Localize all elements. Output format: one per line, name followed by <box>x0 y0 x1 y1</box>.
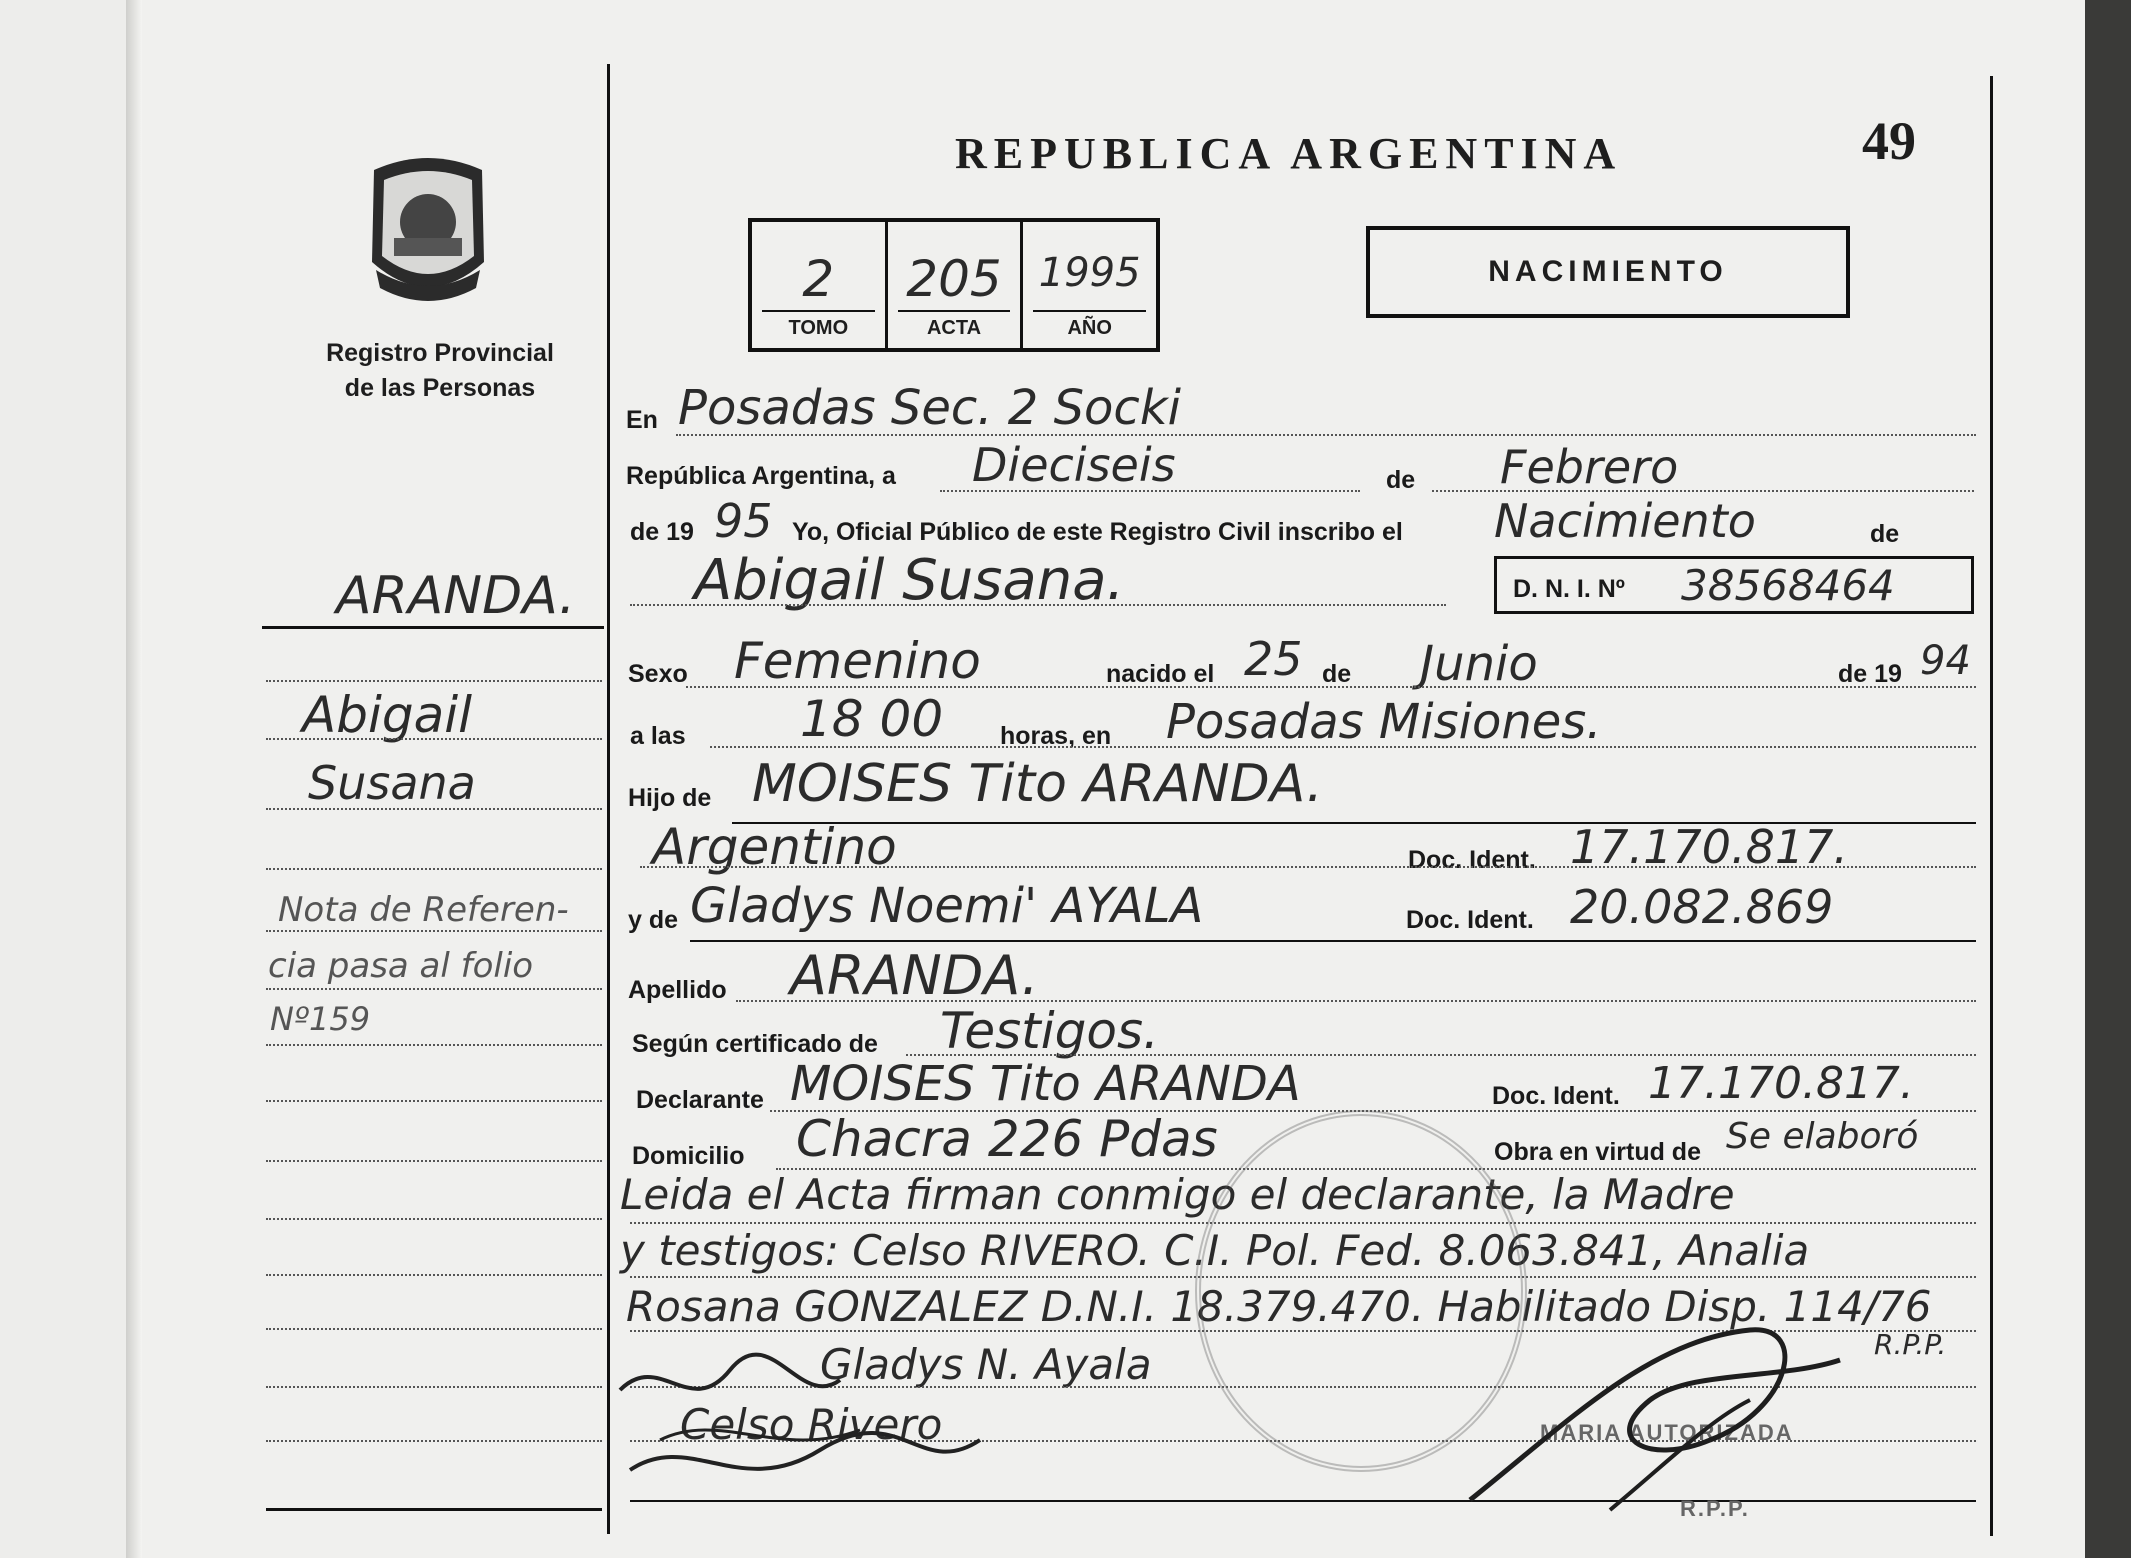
obra-label: Obra en virtud de <box>1494 1138 1701 1166</box>
margin-note-line-3: Nº159 <box>270 1000 371 1038</box>
margin-dotted-line <box>266 1274 602 1276</box>
heavy-rule <box>690 940 1976 942</box>
doc-ident-label: Doc. Ident. <box>1492 1082 1620 1110</box>
registry-office-line-2: de las Personas <box>344 374 536 402</box>
nacido-label: nacido el <box>1106 660 1215 688</box>
dotted-line <box>940 490 1360 492</box>
margin-dotted-line <box>266 1440 602 1442</box>
tomo-cell <box>752 222 888 348</box>
ano-label: AÑO <box>1067 317 1112 339</box>
rpp-mark: R.P.P. <box>1874 1328 1947 1361</box>
margin-dotted-line <box>266 1328 602 1330</box>
dotted-line <box>1432 490 1974 492</box>
free-text-line-3: Rosana GONZALEZ D.N.I. 18.379.470. Habilitado Disp. 114/76 <box>626 1282 1932 1331</box>
tomo-value: 2 <box>802 250 835 308</box>
acta-label: ACTA <box>926 317 982 339</box>
birth-day-value: 25 <box>1244 632 1303 686</box>
de-label: de <box>1386 466 1416 494</box>
domicilio-value: Chacra 226 Pdas <box>796 1110 1218 1168</box>
provincia-misiones-seal-icon <box>354 152 502 310</box>
dni-value: 38568464 <box>1681 561 1895 610</box>
father-value: MOISES Tito ARANDA. <box>752 754 1323 814</box>
country-title: REPUBLICA ARGENTINA <box>955 129 1623 178</box>
ano-value: 1995 <box>1038 250 1141 296</box>
record-type-label: NACIMIENTO <box>1488 255 1728 288</box>
left-facing-page <box>0 0 140 1558</box>
mother-doc-value: 20.082.869 <box>1570 880 1834 934</box>
cell-divider <box>762 310 875 312</box>
act-type-value: Nacimiento <box>1494 494 1756 548</box>
stamp-caption-1: MARIA AUTORIZADA <box>1540 1420 1794 1445</box>
dotted-line <box>640 866 1976 868</box>
horas-en-label: horas, en <box>1000 722 1112 750</box>
acta-cell <box>888 222 1024 348</box>
margin-note-line-2: cia pasa al folio <box>268 946 534 986</box>
signature-scribbles-icon <box>600 1330 1160 1510</box>
sexo-label: Sexo <box>628 660 688 688</box>
apellido-label: Apellido <box>628 976 727 1004</box>
margin-dotted-line <box>266 680 602 682</box>
margin-surname: ARANDA. <box>336 566 576 626</box>
en-label: En <box>626 406 658 434</box>
dotted-line <box>686 686 1976 688</box>
hour-value: 18 00 <box>800 690 944 748</box>
hijo-label: Hijo de <box>628 784 712 812</box>
declarante-label: Declarante <box>636 1086 764 1114</box>
a-las-label: a las <box>630 722 686 750</box>
ano-cell <box>1023 222 1156 348</box>
signature-mother: Gladys N. Ayala <box>820 1340 1152 1389</box>
domicilio-label: Domicilio <box>632 1142 745 1170</box>
margin-dotted-line <box>266 1386 602 1388</box>
free-text-line-2: y testigos: Celso RIVERO. C.I. Pol. Fed. 8.063.841, Analia <box>620 1226 1810 1275</box>
stamp-caption-2: R.P.P. <box>1680 1496 1750 1521</box>
margin-heavy-rule <box>262 626 604 629</box>
declarante-doc-value: 17.170.817. <box>1648 1058 1914 1109</box>
margin-given-name-1: Abigail <box>302 686 472 744</box>
birth-month-value: Junio <box>1420 636 1538 692</box>
page-number: 49 <box>1862 111 1916 171</box>
margin-note-line-1: Nota de Referen- <box>278 890 569 930</box>
free-text-line-1: Leida el Acta firman conmigo el declarante, la Madre <box>620 1170 1735 1219</box>
inscribo-label: Yo, Oficial Público de este Registro Civil inscribo el <box>792 518 1403 546</box>
mother-value: Gladys Noemi' AYALA <box>690 878 1204 934</box>
dni-box <box>1494 556 1974 614</box>
right-border-line <box>1990 76 1993 1536</box>
day-words-value: Dieciseis <box>972 438 1176 492</box>
republica-label: República Argentina, a <box>626 462 896 490</box>
father-doc-value: 17.170.817. <box>1570 820 1848 874</box>
birth-place-value: Posadas Misiones. <box>1166 694 1602 750</box>
registry-office-line-1: Registro Provincial <box>326 339 554 367</box>
segun-value: Testigos. <box>940 1002 1159 1060</box>
register-table <box>748 218 1160 352</box>
tomo-label: TOMO <box>788 317 849 339</box>
margin-dotted-line <box>266 1100 602 1102</box>
cell-divider <box>898 310 1011 312</box>
margin-dotted-line <box>266 868 602 870</box>
margin-dotted-line <box>266 1160 602 1162</box>
sexo-value: Femenino <box>734 632 981 690</box>
margin-bottom-rule <box>266 1508 602 1511</box>
child-name-value: Abigail Susana. <box>694 548 1125 613</box>
doc-ident-label: Doc. Ident. <box>1408 846 1536 874</box>
year-prefix-label: de 19 <box>630 518 694 546</box>
dotted-line <box>736 1000 1976 1002</box>
declarante-value: MOISES Tito ARANDA <box>790 1056 1301 1112</box>
doc-ident-label: Doc. Ident. <box>1406 906 1534 934</box>
registry-office-name <box>300 336 580 406</box>
de19-label: de 19 <box>1838 660 1902 688</box>
father-nationality-value: Argentino <box>652 818 897 876</box>
obra-value: Se elaboró <box>1726 1116 1919 1157</box>
de-label: de <box>1870 520 1900 548</box>
margin-dotted-line <box>266 930 602 932</box>
margin-dotted-line <box>266 808 602 810</box>
margin-dotted-line <box>266 1218 602 1220</box>
de-label: de <box>1322 660 1352 688</box>
segun-label: Según certificado de <box>632 1030 878 1058</box>
dotted-line <box>710 746 1976 748</box>
margin-dotted-line <box>266 738 602 740</box>
cell-divider <box>1033 310 1146 312</box>
book-spine <box>126 0 142 1558</box>
place-value: Posadas Sec. 2 Socki <box>678 380 1181 436</box>
signature-witness: Celso Rivero <box>680 1400 943 1449</box>
acta-value: 205 <box>906 250 1002 308</box>
month-value: Febrero <box>1500 440 1679 494</box>
y-de-label: y de <box>628 906 679 934</box>
official-signature-icon <box>1450 1300 1870 1540</box>
year-suffix-value: 95 <box>714 494 773 548</box>
margin-divider-line <box>607 64 610 1534</box>
record-type-box <box>1366 226 1850 318</box>
dotted-line <box>630 604 1446 606</box>
dni-label: D. N. I. Nº <box>1513 575 1625 603</box>
birth-year-suffix-value: 94 <box>1920 638 1971 684</box>
margin-dotted-line <box>266 1044 602 1046</box>
margin-given-name-2: Susana <box>308 756 476 810</box>
apellido-value: ARANDA. <box>790 944 1039 1007</box>
margin-dotted-line <box>266 988 602 990</box>
dotted-line <box>676 434 1976 436</box>
